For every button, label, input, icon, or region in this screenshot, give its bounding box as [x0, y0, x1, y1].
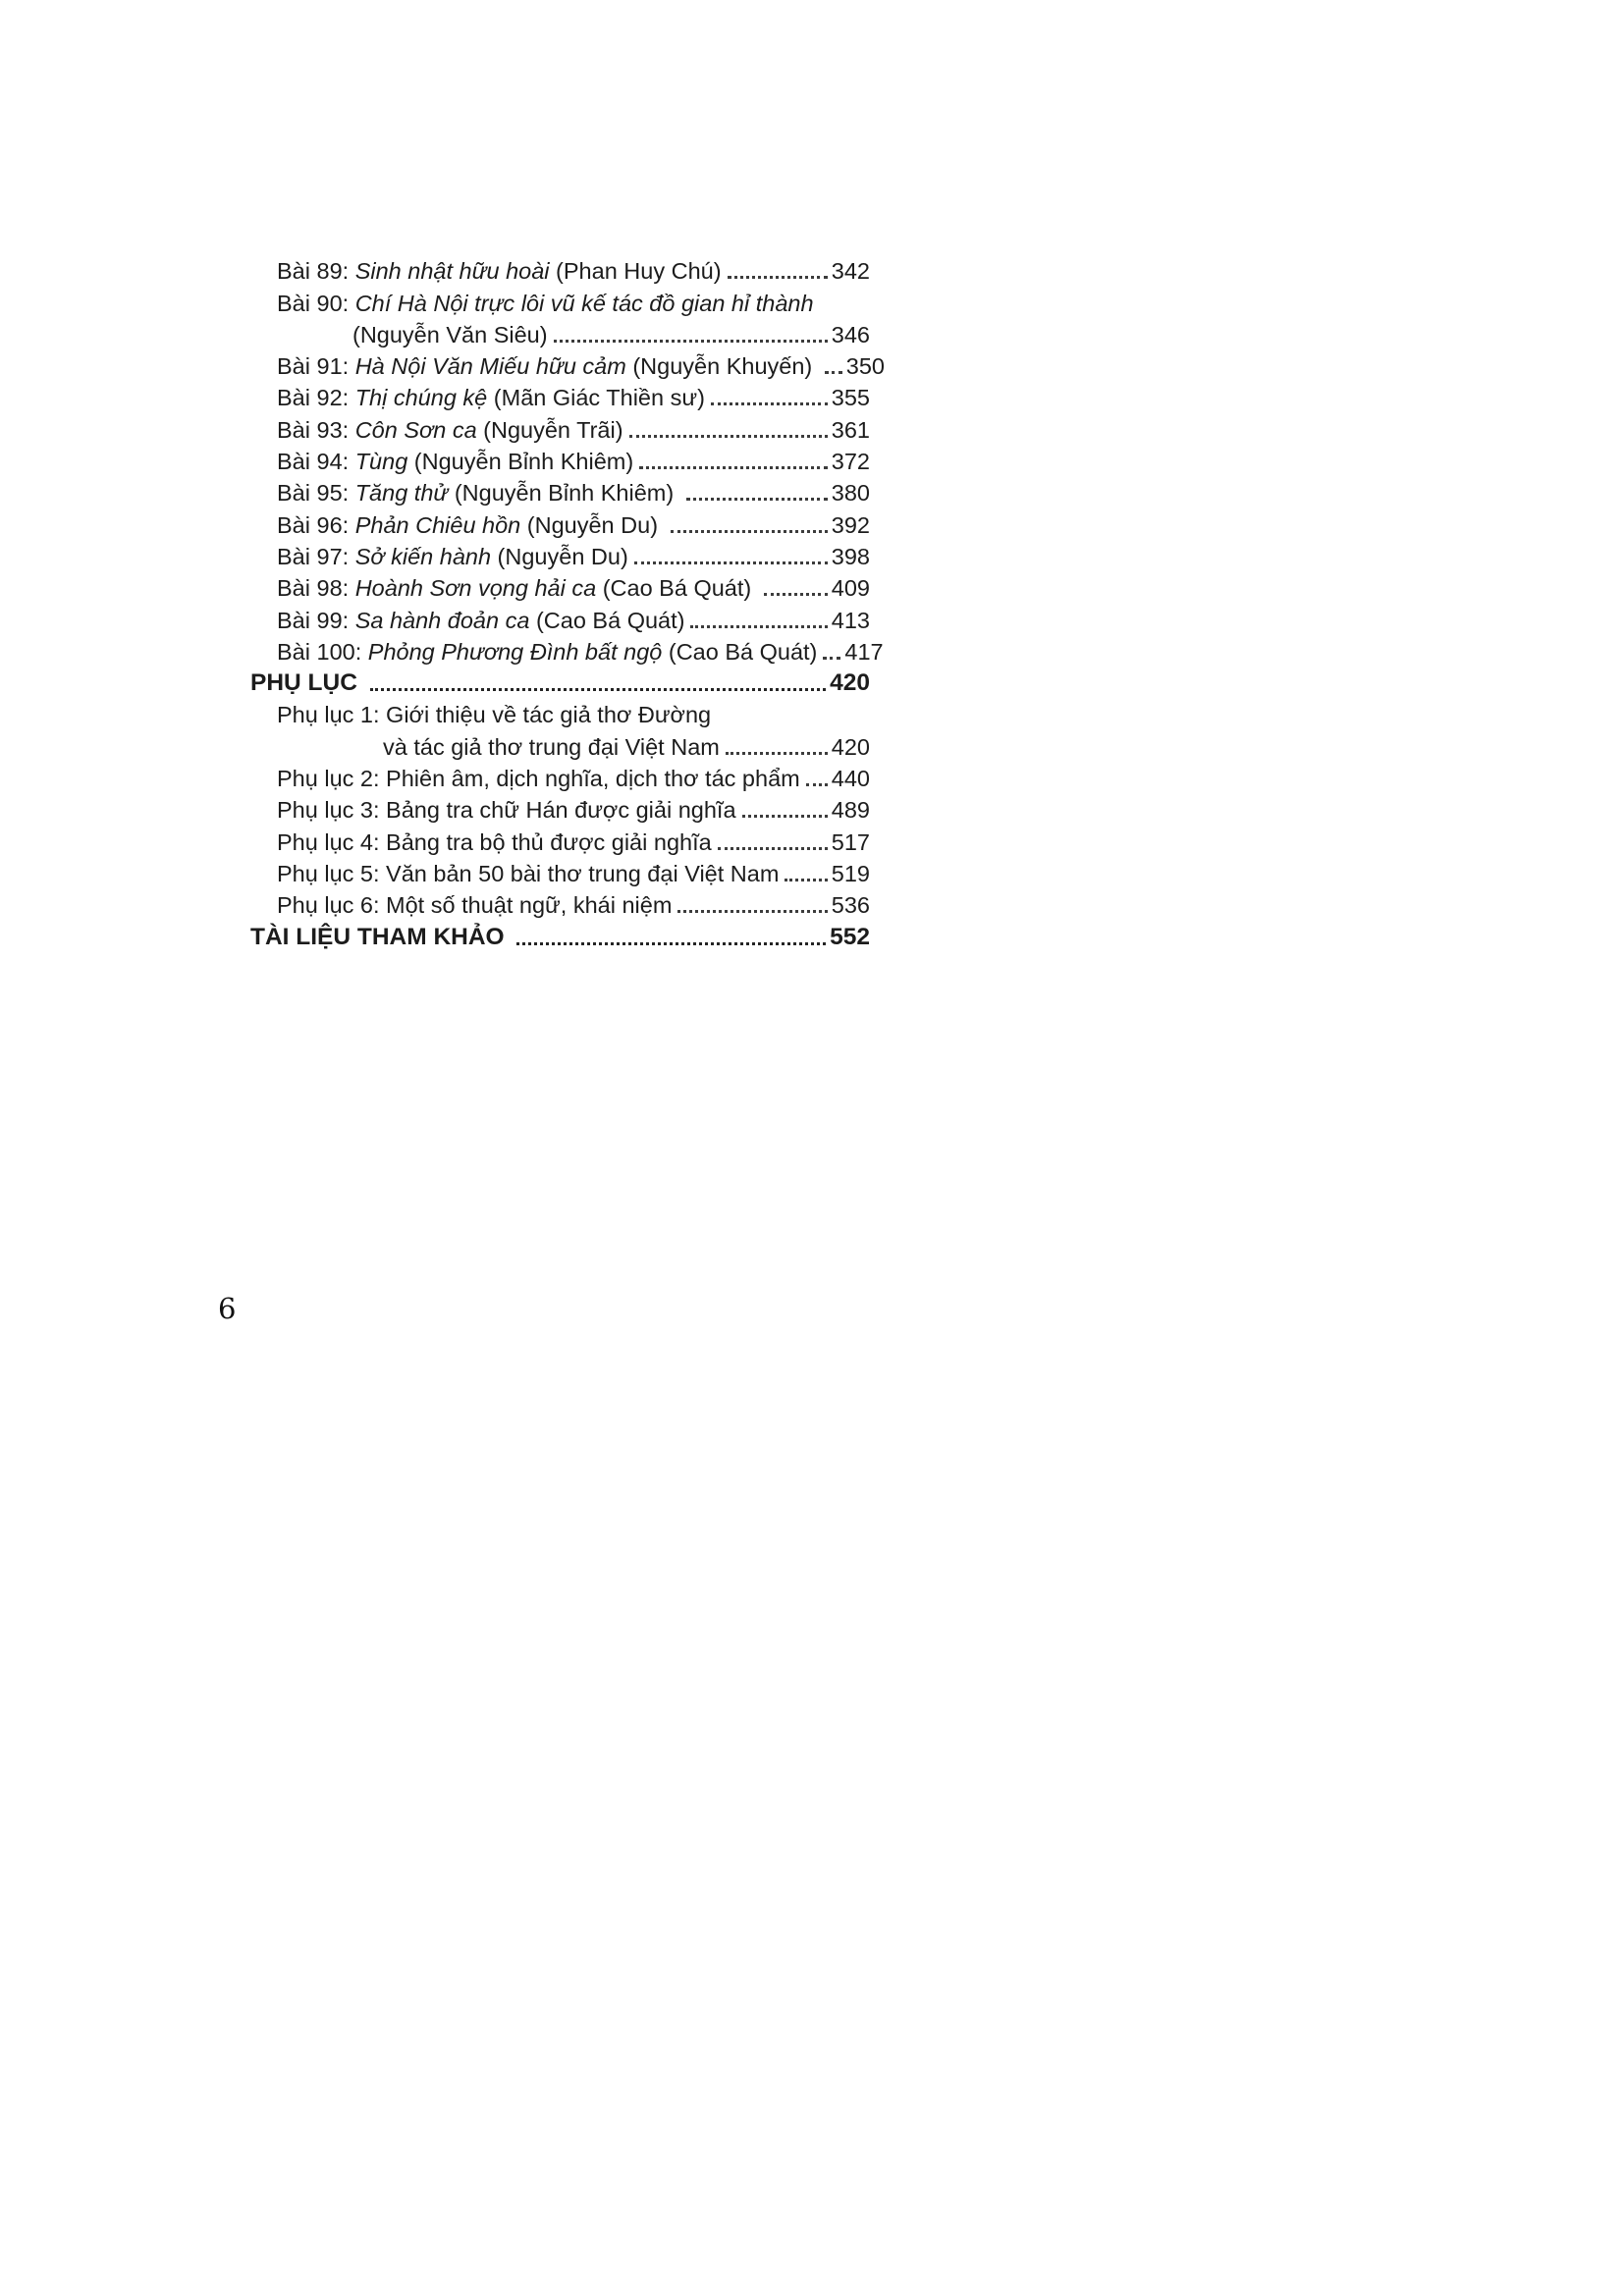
toc-page-ref: 417 [844, 638, 884, 665]
dot-leader [823, 657, 840, 660]
dot-leader [370, 688, 826, 691]
toc-page-ref: 420 [830, 669, 870, 697]
toc-entry-text: Bài 89: Sinh nhật hữu hoài (Phan Huy Chú) [277, 258, 722, 285]
dot-leader [806, 783, 828, 786]
toc-section-row [250, 666, 870, 697]
toc-page-ref: 342 [831, 258, 870, 285]
toc-entry-text: Bài 97: Sở kiến hành (Nguyễn Du) [277, 543, 628, 569]
toc-entry-row [277, 475, 870, 507]
toc-page-ref: 372 [831, 449, 870, 475]
dot-leader [690, 625, 827, 628]
toc-entry-text: Phụ lục 4: Bảng tra bộ thủ được giải nghĩa [277, 828, 712, 855]
toc-entry-text: Bài 91: Hà Nội Văn Miếu hữu cảm (Nguyễn Khuyến) [277, 353, 819, 380]
toc-entry-text: Phụ lục 5: Văn bản 50 bài thơ trung đại Việt Nam [277, 860, 780, 886]
toc-entry-text: Phụ lục 1: Giới thiệu về tác giả thơ Đường [277, 702, 712, 728]
dot-leader [711, 402, 828, 405]
toc-entry-text: Phụ lục 2: Phiên âm, dịch nghĩa, dịch thơ tác phẩm [277, 766, 800, 792]
toc-page-ref: 536 [831, 892, 870, 919]
toc-entry-text: Bài 93: Côn Sơn ca (Nguyễn Trãi) [277, 416, 623, 443]
toc-entry-row [277, 348, 885, 380]
toc-entry-text: Bài 98: Hoành Sơn vọng hải ca (Cao Bá Quát) [277, 575, 758, 602]
toc-entry-text: TÀI LIỆU THAM KHẢO [250, 923, 512, 950]
toc-page-ref: 519 [831, 860, 870, 886]
toc-entry-row [277, 602, 870, 633]
toc-entry-text: Bài 95: Tăng thử (Nguyễn Bỉnh Khiêm) [277, 480, 680, 507]
toc-page-ref: 552 [830, 923, 870, 950]
toc-entry-text: Phụ lục 3: Bảng tra chữ Hán được giải nghĩa [277, 797, 736, 824]
dot-leader [554, 340, 828, 343]
toc-page-ref: 392 [831, 511, 870, 538]
dot-leader [677, 910, 827, 913]
toc-entry-row [277, 824, 870, 855]
toc-entry-row [277, 634, 884, 666]
toc-entry-row [277, 792, 870, 824]
dot-leader [639, 466, 828, 469]
toc-entry-row [277, 380, 870, 411]
toc-entry-row [277, 253, 870, 285]
toc-page-ref: 398 [831, 543, 870, 569]
toc-entry-text: và tác giả thơ trung đại Việt Nam [383, 733, 720, 760]
toc-section-row [250, 919, 870, 950]
toc-entry-row [352, 317, 870, 348]
toc-entry-row [277, 507, 870, 538]
toc-entry-row [277, 570, 870, 602]
toc-entry-text: Phụ lục 6: Một số thuật ngữ, khái niệm [277, 892, 673, 919]
toc-entry-row [277, 697, 870, 728]
dot-leader [671, 530, 828, 533]
dot-leader [718, 847, 828, 850]
dot-leader [686, 498, 828, 501]
toc-entry-text: Bài 96: Phản Chiêu hồn (Nguyễn Du) [277, 511, 665, 538]
toc-entry-text: Bài 92: Thị chúng kệ (Mãn Giác Thiền sư) [277, 385, 705, 411]
page-number: 6 [218, 1292, 237, 1325]
toc-page-ref: 489 [831, 797, 870, 824]
toc-entry-row [383, 728, 870, 760]
toc-page-ref: 355 [831, 385, 870, 411]
dot-leader [516, 942, 826, 945]
dot-leader [785, 879, 827, 881]
dot-leader [634, 561, 828, 564]
toc-page-ref: 350 [845, 353, 885, 380]
toc-page-ref: 413 [831, 607, 870, 633]
toc-page-ref: 380 [831, 480, 870, 507]
table-of-contents [250, 253, 885, 951]
dot-leader [742, 815, 828, 818]
toc-entry-row [277, 539, 870, 570]
toc-entry-text: Bài 100: Phỏng Phương Đình bất ngộ (Cao Bá Quát) [277, 638, 818, 665]
toc-entry-row [277, 856, 870, 887]
toc-entry-text: Bài 99: Sa hành đoản ca (Cao Bá Quát) [277, 607, 685, 633]
dot-leader [728, 276, 828, 279]
toc-entry-text: PHỤ LỤC [250, 669, 364, 697]
toc-entry-text: Bài 94: Tùng (Nguyễn Bỉnh Khiêm) [277, 449, 634, 475]
toc-page-ref: 346 [831, 321, 870, 347]
toc-entry-row [277, 285, 870, 316]
toc-page-ref: 409 [831, 575, 870, 602]
toc-entry-row [277, 444, 870, 475]
toc-entry-row [277, 887, 870, 919]
toc-entry-text: (Nguyễn Văn Siêu) [352, 321, 548, 347]
toc-page-ref: 517 [831, 828, 870, 855]
toc-entry-row [277, 761, 870, 792]
dot-leader [764, 593, 828, 596]
toc-page-ref: 440 [831, 766, 870, 792]
toc-page-ref: 420 [831, 733, 870, 760]
dot-leader [629, 435, 828, 438]
toc-entry-text: Bài 90: Chí Hà Nội trực lôi vũ kế tác đồ gian hỉ thành [277, 290, 814, 316]
toc-entry-row [277, 411, 870, 443]
dot-leader [825, 371, 842, 374]
toc-page-ref: 361 [831, 416, 870, 443]
dot-leader [726, 752, 828, 755]
